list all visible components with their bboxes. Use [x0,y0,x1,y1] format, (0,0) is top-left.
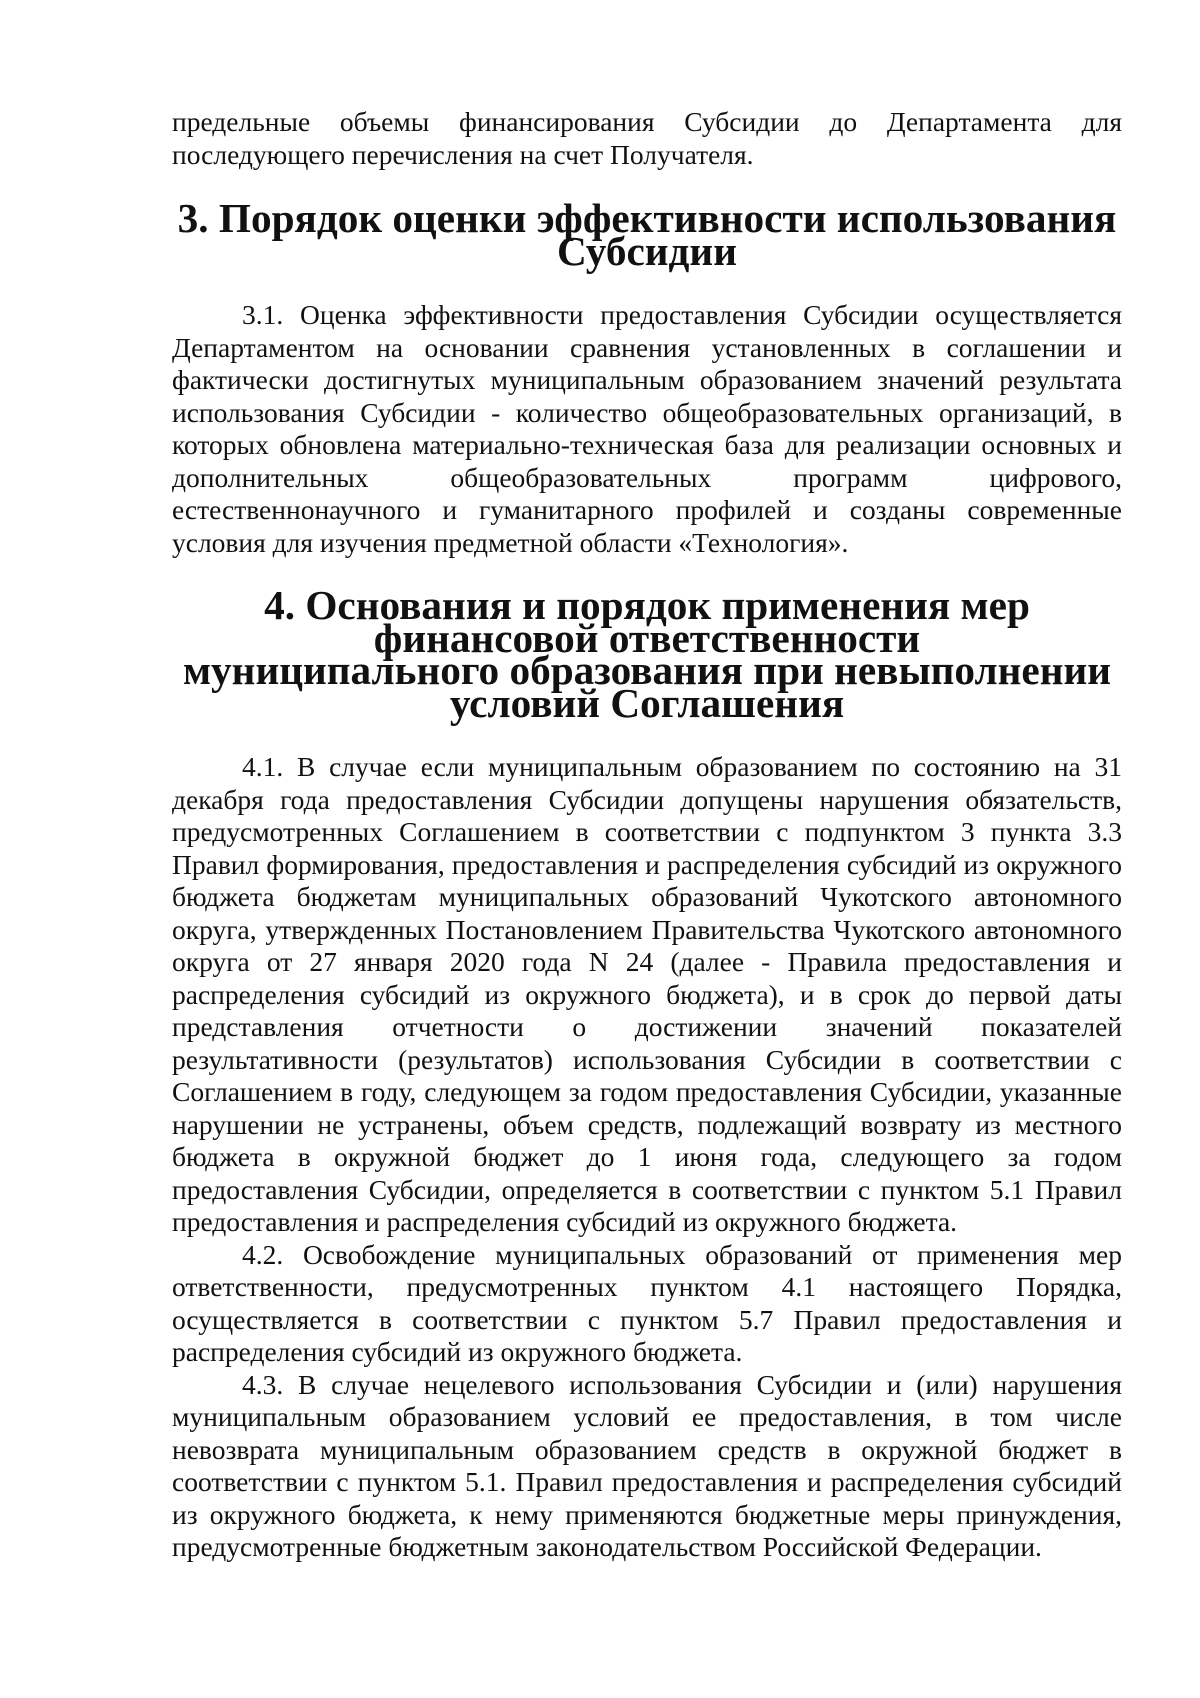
paragraph-4-2: 4.2. Освобождение муниципальных образований от применения мер ответственности, предусмотренных пунктом 4.1 настоящего Порядка, осуществляется в соответствии с пунктом 5.7 Правил предоставления и распределения субсидий из окружного бюджета. [172,1238,1122,1367]
paragraph-4-1: 4.1. В случае если муниципальным образованием по состоянию на 31 декабря года предоставления Субсидии допущены нарушения обязательств, предусмотренных Соглашением в соответствии с подпунктом 3 пункта 3.3 Правил формирования, предоставления и распределения субсидий из окружного бюджета бюджетам муниципальных образований Чукотского автономного округа, утвержденных Постановлением Правительства Чукотского автономного округа от 27 января 2020 года N 24 (далее - Правила предоставления и распределения субсидий из окружного бюджета), и в срок до первой даты представления отчетности о достижении значений показателей результативности (результатов) использования Субсидии в соответствии с Соглашением в году, следующем за годом предоставления Субсидии, указанные нарушении не устранены, объем средств, подлежащий возврату из местного бюджета в окружной бюджет до 1 июня года, следующего за годом предоставления Субсидии, определяется в соответствии с пунктом 5.1 Правил предоставления и распределения субсидий из окружного бюджета. [172,751,1122,1237]
continuation-paragraph: предельные объемы финансирования Субсидии до Департамента для последующего перечисления на счет Получателя. [172,106,1122,170]
document-page [172,106,1122,1564]
section-4-heading-line2: муниципального образования при невыполнении условий Соглашения [182,647,1112,726]
paragraph-3-1: 3.1. Оценка эффективности предоставления Субсидии осуществляется Департаментом на основании сравнения установленных в соглашении и фактически достигнутых муниципальным образованием значений результата использования Субсидии - количество общеобразовательных организаций, в которых обновлена материально-техническая база для реализации основных и дополнительных общеобразовательных программ цифрового, естественнонаучного и гуманитарного профилей и созданы современные условия для изучения предметной области «Технология». [172,299,1122,558]
section-3-heading: 3. Порядок оценки эффективности использования Субсидии [177,195,1117,274]
paragraph-4-3: 4.3. В случае нецелевого использования Субсидии и (или) нарушения муниципальным образованием условий ее предоставления, в том числе невозврата муниципальным образованием средств в окружной бюджет в соответствии с пунктом 5.1. Правил предоставления и распределения субсидий из окружного бюджета, к нему применяются бюджетные меры принуждения, предусмотренные бюджетным законодательством Российской Федерации. [172,1368,1122,1562]
section-4-heading [172,582,1122,726]
section-4-heading-line1: 4. Основания и порядок применения мер финансовой ответственности [264,582,1030,661]
